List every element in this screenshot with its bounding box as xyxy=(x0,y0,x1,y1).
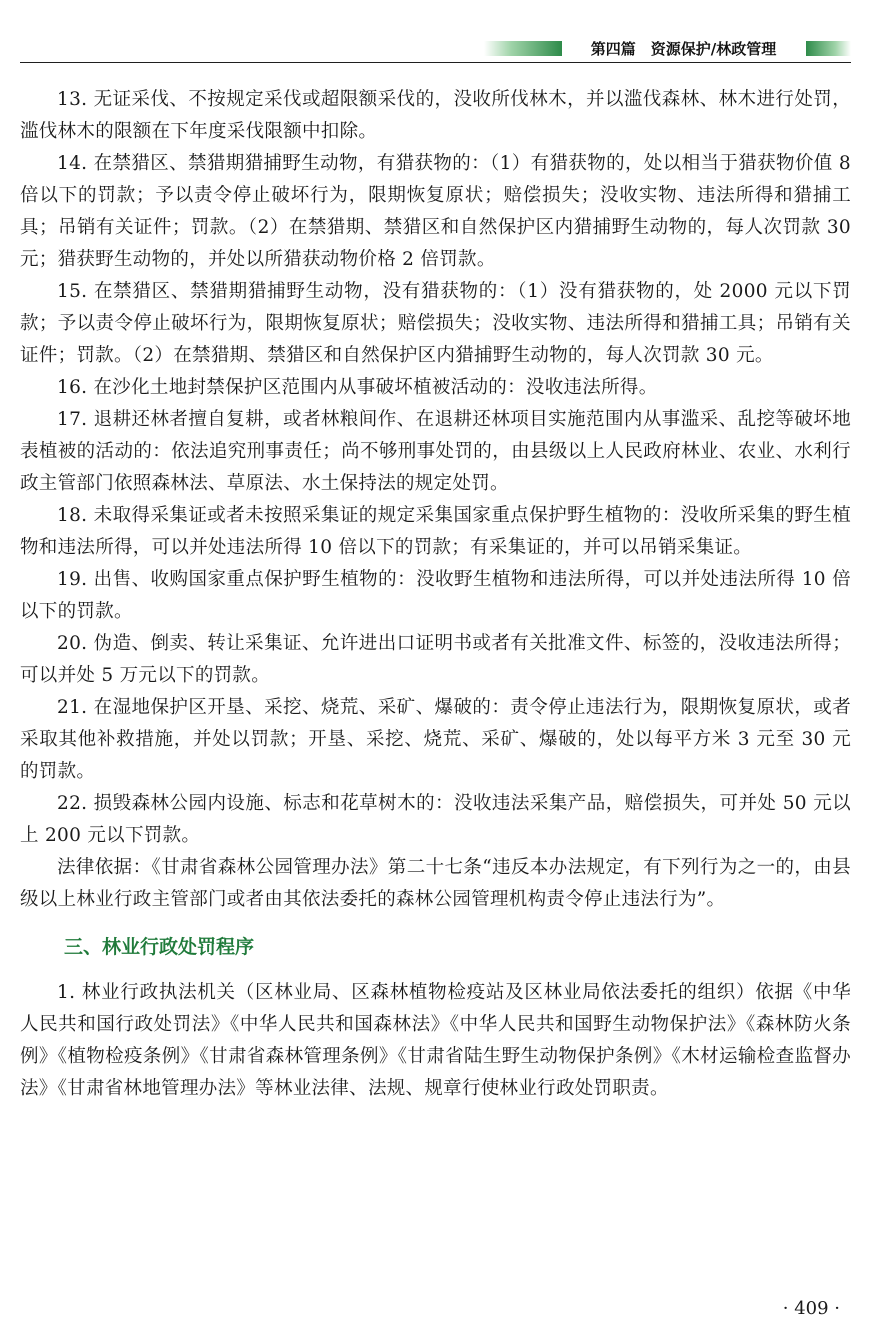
paragraph-item-15: 15. 在禁猎区、禁猎期猎捕野生动物，没有猎获物的：（1）没有猎获物的，处 2000 元以下罚款；予以责令停止破坏行为，限期恢复原状；赔偿损失；没收实物、违法所得和猎捕工具；吊销有关证件；罚款。（2）在禁猎期、禁猎区和自然保护区内猎捕野生动物的，每人次罚款 30 元。 xyxy=(20,281,851,366)
running-header xyxy=(20,38,851,63)
header-title: 第四篇 资源保护/林政管理 xyxy=(590,40,777,58)
section-heading: 三、林业行政处罚程序 xyxy=(64,936,255,958)
page-number: · 409 · xyxy=(782,1298,840,1319)
paragraph-item-20: 20. 伪造、倒卖、转让采集证、允许进出口证明书或者有关批准文件、标签的，没收违法所得；可以并处 5 万元以下的罚款。 xyxy=(20,633,851,686)
header-decor-bar-right xyxy=(806,41,851,56)
paragraph-item-14: 14. 在禁猎区、禁猎期猎捕野生动物，有猎获物的：（1）有猎获物的，处以相当于猎获物价值 8 倍以下的罚款；予以责令停止破坏行为，限期恢复原状；赔偿损失；没收实物、违法所得和猎捕工具；吊销有关证件；罚款。（2）在禁猎期、禁猎区和自然保护区内猎捕野生动物的，每人次罚款 30 元；猎获野生动物的，并处以所猎获动物价格 2 倍罚款。 xyxy=(20,153,851,270)
page-body xyxy=(20,84,851,1105)
paragraph-item-18: 18. 未取得采集证或者未按照采集证的规定采集国家重点保护野生植物的：没收所采集的野生植物和违法所得，可以并处违法所得 10 倍以下的罚款；有采集证的，并可以吊销采集证。 xyxy=(20,505,851,558)
paragraph-item-22: 22. 损毁森林公园内设施、标志和花草树木的：没收违法采集产品，赔偿损失，可并处 50 元以上 200 元以下罚款。 xyxy=(20,793,851,846)
header-decor-bar-left xyxy=(484,41,562,56)
paragraph-item-19: 19. 出售、收购国家重点保护野生植物的：没收野生植物和违法所得，可以并处违法所得 10 倍以下的罚款。 xyxy=(20,569,851,622)
section-paragraph-1: 1. 林业行政执法机关（区林业局、区森林植物检疫站及区林业局依法委托的组织）依据《中华人民共和国行政处罚法》《中华人民共和国森林法》《中华人民共和国野生动物保护法》《森林防火条例》《植物检疫条例》《甘肃省森林管理条例》《甘肃省陆生野生动物保护条例》《木材运输检查监督办法》《甘肃省林地管理办法》等林业法律、法规、规章行使林业行政处罚职责。 xyxy=(20,982,851,1099)
paragraph-item-16: 16. 在沙化土地封禁保护区范围内从事破坏植被活动的：没收违法所得。 xyxy=(57,377,658,398)
paragraph-item-13: 13. 无证采伐、不按规定采伐或超限额采伐的，没收所伐林木，并以滥伐森林、林木进行处罚，滥伐林木的限额在下年度采伐限额中扣除。 xyxy=(20,89,851,142)
paragraph-legal-basis: 法律依据：《甘肃省森林公园管理办法》第二十七条“违反本办法规定，有下列行为之一的，由县级以上林业行政主管部门或者由其依法委托的森林公园管理机构责令停止违法行为”。 xyxy=(20,857,851,910)
paragraph-item-17: 17. 退耕还林者擅自复耕，或者林粮间作、在退耕还林项目实施范围内从事滥采、乱挖等破坏地表植被的活动的：依法追究刑事责任；尚不够刑事处罚的，由县级以上人民政府林业、农业、水利行政主管部门依照森林法、草原法、水土保持法的规定处罚。 xyxy=(20,409,851,494)
paragraph-item-21: 21. 在湿地保护区开垦、采挖、烧荒、采矿、爆破的：责令停止违法行为，限期恢复原状，或者采取其他补救措施，并处以罚款；开垦、采挖、烧荒、采矿、爆破的，处以每平方米 3 元至 30 元的罚款。 xyxy=(20,697,851,782)
